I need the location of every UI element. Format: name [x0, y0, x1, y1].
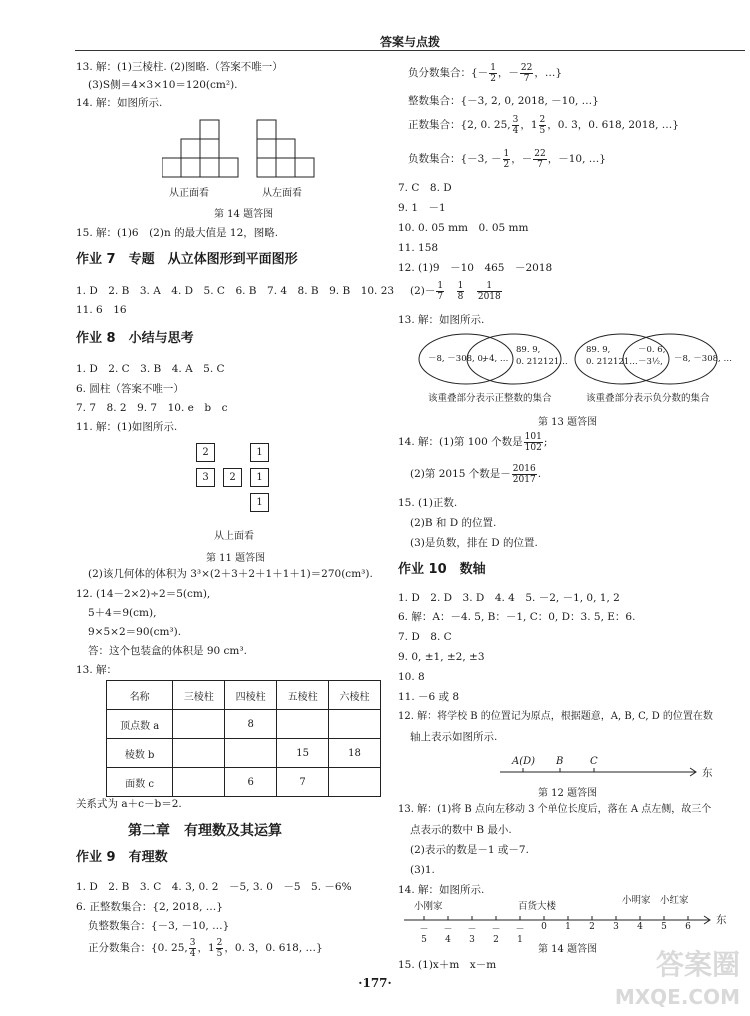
- table-cell: [173, 739, 225, 768]
- right-text: 轴上表示如图所示.: [410, 731, 498, 743]
- table-header-row: [107, 681, 381, 710]
- numerator: 1: [477, 281, 502, 292]
- venn-item: 89. 9,: [586, 345, 611, 355]
- fraction: [533, 149, 546, 170]
- watermark-line: MXQE.COM: [614, 985, 740, 1009]
- venn2-right-text: －8, －308, …: [674, 354, 732, 364]
- venn1-caption: 该重叠部分表示正整数的集合: [428, 393, 552, 404]
- table-cell: 7: [277, 768, 329, 797]
- numerator: 1: [490, 62, 496, 73]
- right-text: 11. －6 或 8: [398, 691, 460, 703]
- text-part: (2)第 2015 个数是－: [410, 468, 511, 480]
- figure-caption: 第 11 题答图: [206, 553, 266, 564]
- fig14-tick-label: －1: [515, 925, 525, 945]
- table-cell: 8: [225, 710, 277, 739]
- venn1-mid-text: +4, …: [482, 354, 509, 364]
- denominator: 8: [457, 291, 464, 302]
- table-header-cell: 三棱柱: [173, 681, 225, 710]
- right-text: 14. 解：如图所示.: [398, 884, 485, 896]
- section-heading: 作业 10 数轴: [398, 562, 486, 577]
- fig14-tick-label: 0: [541, 922, 547, 932]
- fig14-tick-label: 3: [613, 922, 619, 932]
- table-cell: 面数 c: [107, 768, 173, 797]
- figure-caption: 第 14 题答图: [538, 944, 598, 955]
- numerator: 1: [437, 280, 444, 291]
- fraction: [189, 938, 197, 959]
- left-text: 11. 6 16: [76, 304, 127, 316]
- right-text: 13. 解：(1)将 B 点向左移动 3 个单位长度后，落在 A 点左侧，故三个: [398, 804, 712, 815]
- watermark-logo: [615, 950, 740, 1012]
- table-13: [106, 680, 381, 797]
- fig14-place-label: 小红家: [660, 895, 689, 906]
- left-text: 关系式为 a＋c－b＝2.: [76, 798, 182, 810]
- left-text: 12. (14－2×2)÷2＝5(cm),: [76, 588, 211, 600]
- numerator: 1: [457, 280, 464, 291]
- denominator: 7: [537, 159, 543, 170]
- fig14-east-label: 东: [716, 914, 727, 926]
- fig14-left-label: 从左面看: [262, 188, 302, 199]
- table-header-cell: 四棱柱: [225, 681, 277, 710]
- fig14-tick-label: 4: [637, 922, 643, 932]
- denominator: 4: [512, 125, 519, 136]
- left-text: 负整数集合：{－3, －10, …}: [88, 920, 230, 932]
- right-text: 13. 解：如图所示.: [398, 314, 485, 326]
- numerator: 2: [216, 937, 223, 948]
- left-text: 答：这个包装盒的体积是 90 cm³.: [88, 645, 247, 657]
- denominator: 2: [503, 159, 510, 170]
- left-text: 6. 圆柱（答案不唯一）: [76, 383, 184, 395]
- numerator: 3: [189, 937, 196, 948]
- text-part: ，－10, …}: [547, 153, 606, 165]
- right-text: (2)表示的数是－1 或－7.: [410, 844, 529, 856]
- numerator: 101: [524, 431, 542, 442]
- right-text: (3)1.: [410, 864, 435, 876]
- table-cell: 15: [277, 739, 329, 768]
- left-text: 13. 解：: [76, 664, 118, 676]
- table-cell: [329, 710, 381, 739]
- fig14-place-label: 小明家: [622, 895, 651, 906]
- fraction: [457, 281, 465, 302]
- right-text: 12. (1)9 －10 465 －2018: [398, 262, 553, 274]
- right-text: 负分数集合：{－ $\frac{1}{2}$ ，－ $\frac{22}{7}$ ，…}: [408, 62, 563, 84]
- right-text: 12. 解：将学校 B 的位置记为原点，根据题意，A, B, C, D 的位置在数: [398, 711, 713, 722]
- table-cell: [329, 768, 381, 797]
- grid-cell: 2: [196, 443, 215, 462]
- fraction: [520, 63, 533, 84]
- fig14-tick-label: －5: [419, 925, 429, 945]
- left-text: 1. D 2. B 3. C 4. 3, 0. 2 －5, 3. 0 －5 5. －6%: [76, 881, 352, 893]
- text-part: (2)－: [410, 285, 436, 297]
- venn2-caption: 该重叠部分表示负分数的集合: [586, 393, 710, 404]
- numerator: 2: [539, 114, 546, 125]
- fig14-tick-label: 5: [661, 922, 667, 932]
- table-row: [107, 710, 381, 739]
- figure-11-top-view: [196, 443, 276, 523]
- text-part: ，0. 3̇，0. 618, …}: [224, 942, 323, 954]
- left-text: 15. 解：(1)6 (2)n 的最大值是 12，图略.: [76, 227, 279, 239]
- text-part: 正分数集合：{0. 25,: [88, 942, 188, 954]
- chapter-heading: 第二章 有理数及其运算: [128, 823, 282, 839]
- text-part: ，1: [520, 119, 538, 131]
- left-text: 13. 解：(1)三棱柱. (2)图略.（答案不唯一）: [76, 61, 283, 73]
- right-text: 7. D 8. C: [398, 631, 452, 643]
- venn1-left-text: －8, －308, 0,: [428, 354, 486, 364]
- left-text: 11. 解：(1)如图所示.: [76, 421, 178, 433]
- table-cell: [173, 710, 225, 739]
- left-text: 1. D 2. B 3. A 4. D 5. C 6. B 7. 4 8. B 9. B 10. 23: [76, 285, 395, 297]
- text-part: ，0. 3̇，0. 618, 2018, …}: [547, 119, 679, 131]
- figure-caption: 第 14 题答图: [214, 209, 274, 220]
- fraction: [524, 432, 543, 453]
- fig14-tick-label: 2: [589, 922, 595, 932]
- denominator: 7: [523, 73, 530, 84]
- text-part: ，1: [197, 942, 215, 954]
- right-text: 点表示的数中 B 最小.: [410, 824, 512, 836]
- text-part: ，…}: [534, 67, 563, 79]
- fig14-tick-label: －4: [443, 925, 453, 945]
- left-text: 14. 解：如图所示.: [76, 97, 163, 109]
- table-row: [107, 768, 381, 797]
- left-text: (2)该几何体的体积为 3³×(2＋3＋2＋1＋1＋1)＝270(cm³).: [88, 568, 373, 580]
- denominator: 2: [490, 73, 496, 84]
- text-part: 负分数集合：{－: [408, 67, 489, 79]
- right-text: [408, 114, 679, 136]
- numerator: 3: [512, 114, 519, 125]
- venn1-right-text: [516, 344, 568, 368]
- right-text: 9. 0, ±1, ±2, ±3: [398, 651, 485, 663]
- right-text: 9. 1 －1: [398, 202, 446, 214]
- left-text: 1. D 2. C 3. B 4. A 5. C: [76, 363, 225, 375]
- table-cell: [173, 768, 225, 797]
- fig14-place-label: 百货大楼: [518, 901, 557, 912]
- fig12-label: C: [590, 756, 598, 767]
- figure-caption: 第 13 题答图: [538, 417, 598, 428]
- venn-item: 0. 212121…: [586, 357, 638, 367]
- header-title: 答案与点拨: [379, 35, 440, 49]
- table-row: [107, 739, 381, 768]
- left-text: 7. 7 8. 2 9. 7 10. e b c: [76, 402, 228, 414]
- right-text: 15. (1)正数.: [398, 497, 458, 509]
- fraction: [512, 464, 537, 485]
- venn-item: 89. 9,: [516, 345, 541, 355]
- right-text: (2)第 2015 个数是－ $\frac{2016}{2017}$ .: [410, 463, 542, 485]
- fraction: [539, 115, 547, 136]
- right-text: 负数集合：{－3, － $\frac{1}{2}$ ，－ $\frac{22}{7}$ ，－10, …}: [408, 148, 606, 170]
- section-heading: 作业 8 小结与思考: [76, 331, 194, 346]
- fig12-label: B: [556, 756, 564, 767]
- page-number: ·177·: [358, 976, 392, 990]
- left-text: 5＋4＝9(cm),: [88, 607, 157, 619]
- venn-item: －0. 6,: [638, 345, 666, 355]
- table-cell: [225, 739, 277, 768]
- fig11-view-label: 从上面看: [214, 531, 254, 542]
- figure-caption: 第 12 题答图: [538, 788, 598, 799]
- venn2-left-text: [586, 344, 638, 368]
- fig14-tick-label: 1: [565, 922, 571, 932]
- right-text: 7. C 8. D: [398, 182, 452, 194]
- section-heading: 作业 7 专题 从立体图形到平面图形: [76, 252, 298, 267]
- denominator: 102: [524, 442, 542, 453]
- numerator: 22: [534, 148, 546, 159]
- right-text: [410, 280, 503, 302]
- grid-cell: 1: [250, 443, 269, 462]
- denominator: 2017: [512, 474, 536, 485]
- left-text: [88, 937, 323, 959]
- left-text: 9×5×2＝90(cm³).: [88, 626, 182, 638]
- grid-cell: 2: [223, 468, 242, 487]
- fig12-east-label: 东: [702, 767, 713, 779]
- fig14-front-label: 从正面看: [169, 188, 209, 199]
- fig14-tick-label: 6: [685, 922, 691, 932]
- venn-item: －3½,: [638, 357, 663, 367]
- denominator: 2018: [477, 291, 501, 302]
- numerator: 2016: [512, 463, 536, 474]
- right-text: (2)B 和 D 的位置.: [410, 517, 497, 529]
- right-text: 15. (1)x＋m x－m: [398, 959, 497, 971]
- table-header-cell: 六棱柱: [329, 681, 381, 710]
- numerator: 1: [503, 148, 510, 159]
- grid-cell: 1: [250, 493, 269, 512]
- venn2-mid-text: [638, 344, 665, 368]
- table-cell: 6: [225, 768, 277, 797]
- section-heading: 作业 9 有理数: [76, 850, 168, 865]
- table-header-cell: 名称: [107, 681, 173, 710]
- watermark-line: 答案圈: [655, 948, 740, 981]
- grid-cell: 3: [196, 468, 215, 487]
- right-text: 10. 0. 05 mm 0. 05 mm: [398, 222, 529, 234]
- fig14-tick-labels: [398, 922, 718, 945]
- text-part: 负数集合：{－3, －: [408, 153, 502, 165]
- fraction: [489, 63, 497, 84]
- fraction: [477, 281, 502, 302]
- right-text: (3)是负数，排在 D 的位置.: [410, 537, 538, 549]
- fig12-label: A(D): [512, 756, 536, 767]
- right-text: 10. 8: [398, 671, 425, 683]
- table-cell: [277, 710, 329, 739]
- right-text: 6. 解：A：－4. 5, B：－1, C：0, D：3. 5, E：6.: [398, 611, 636, 623]
- right-text: 11. 158: [398, 242, 439, 254]
- denominator: 5: [216, 948, 223, 959]
- numerator: 22: [520, 62, 533, 73]
- table-cell: 18: [329, 739, 381, 768]
- fig14-place-label: 小刚家: [414, 901, 443, 912]
- denominator: 4: [189, 948, 196, 959]
- right-text: 14. 解：(1)第 100 个数是 $\frac{101}{102}$ ;: [398, 431, 548, 453]
- left-text: 6. 正整数集合：{2, 2018, …}: [76, 901, 223, 913]
- figure-14-views: [162, 118, 332, 186]
- fraction: [512, 115, 520, 136]
- right-text: 整数集合：{－3, 2, 0, 2018, －10, …}: [408, 95, 599, 107]
- fraction: [436, 281, 444, 302]
- text-part: 正数集合：{2, 0. 25,: [408, 119, 511, 131]
- right-text: 1. D 2. D 3. D 4. 4 5. －2, －1, 0, 1, 2: [398, 592, 620, 604]
- table-cell: 顶点数 a: [107, 710, 173, 739]
- left-text: (3)S侧＝4×3×10＝120(cm²).: [88, 79, 238, 91]
- denominator: 5: [539, 125, 546, 136]
- fig14-tick-label: －2: [491, 925, 501, 945]
- grid-cell: 1: [250, 468, 269, 487]
- table-cell: 棱数 b: [107, 739, 173, 768]
- text-part: 14. 解：(1)第 100 个数是: [398, 436, 523, 448]
- venn-item: 0. 212121…: [516, 357, 568, 367]
- fraction: [216, 938, 224, 959]
- denominator: 7: [437, 291, 444, 302]
- fig14-tick-label: －3: [467, 925, 477, 945]
- fraction: [503, 149, 511, 170]
- page-header: [75, 26, 745, 51]
- table-header-cell: 五棱柱: [277, 681, 329, 710]
